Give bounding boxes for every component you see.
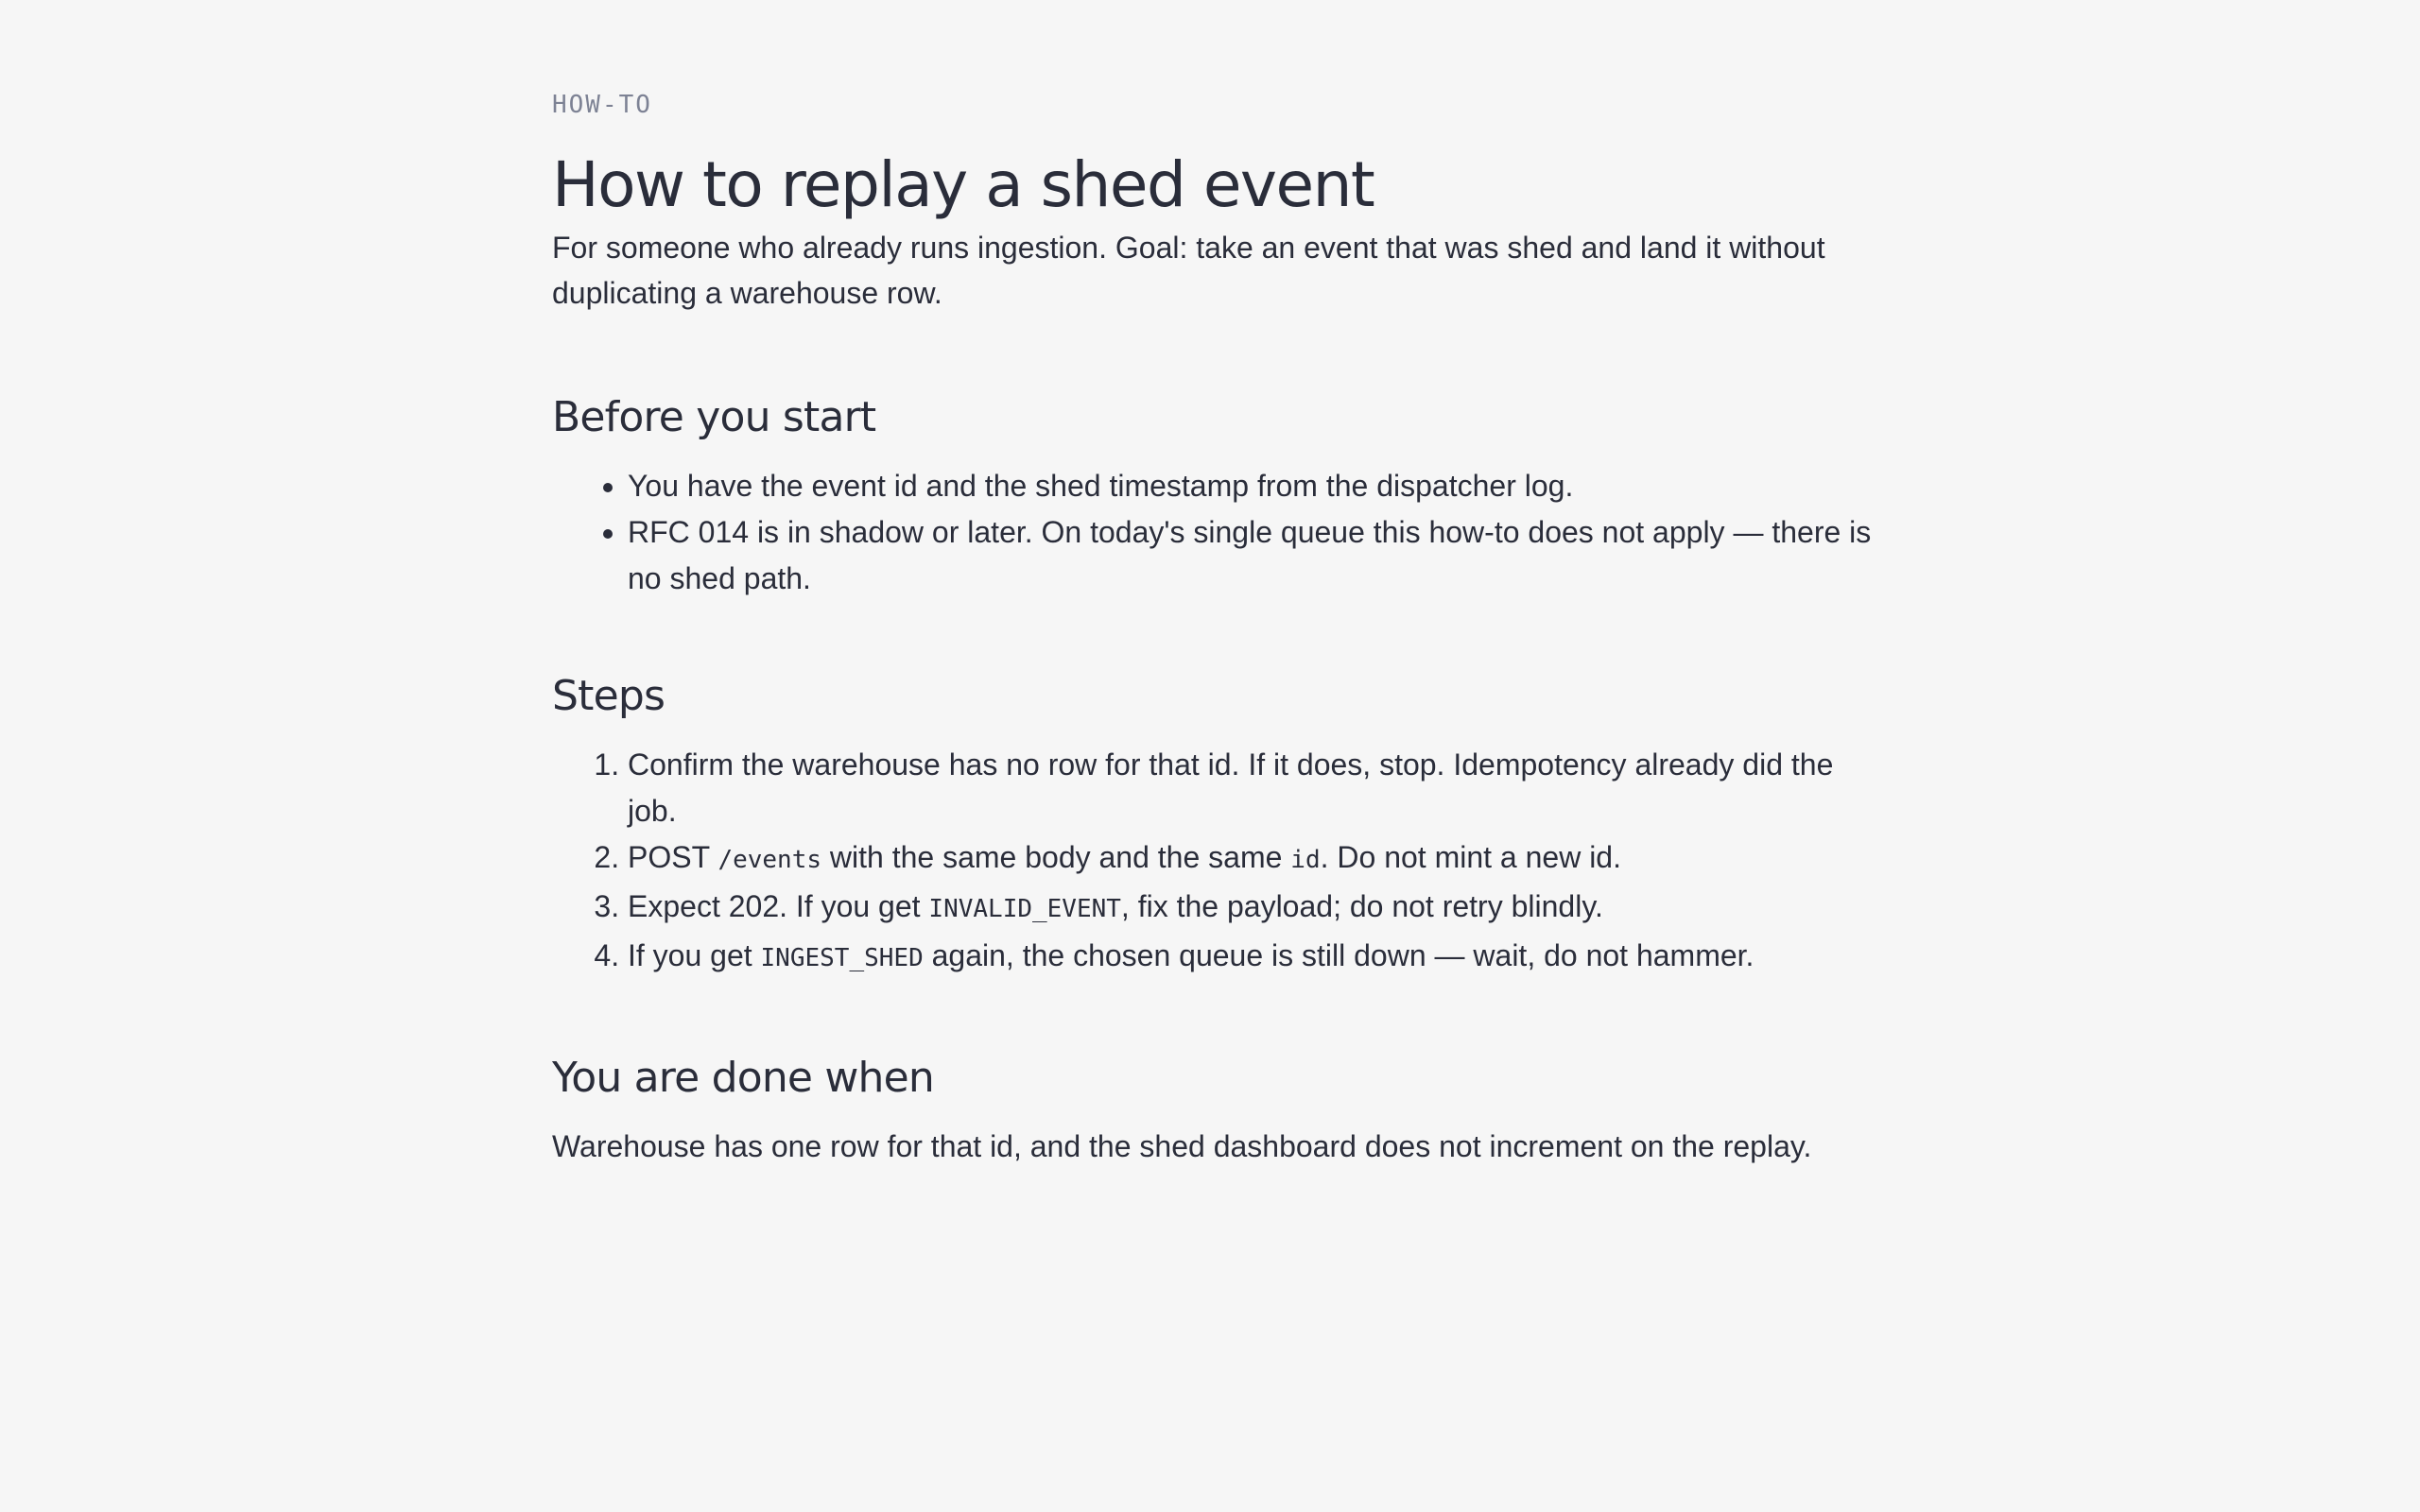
howto-page — [552, 91, 1876, 1169]
before-heading: Before you start — [552, 393, 876, 441]
list-item: • You have the event id and the shed timestamp from the dispatcher log. — [628, 463, 1876, 509]
steps-list — [552, 742, 1876, 982]
step-1: 1. Confirm the warehouse has no row for that id. If it does, stop. Idempotency already did the job. — [628, 742, 1876, 834]
invalid-event-code: INVALID_EVENT — [928, 895, 1121, 923]
list-item: • RFC 014 is in shadow or later. On today's single queue this how-to does not apply — there is no shed path. — [628, 509, 1876, 602]
step-2 — [628, 834, 1876, 884]
step-4 — [628, 933, 1876, 982]
step-4-text: again, the chosen queue is still down — wait, do not hammer. — [923, 938, 1754, 972]
eyebrow-label: HOW-TO — [552, 91, 652, 119]
steps-heading: Steps — [552, 672, 666, 720]
step-2-text: . Do not mint a new id. — [1320, 840, 1621, 874]
before-section — [552, 391, 1876, 602]
ingest-shed-code: INGEST_SHED — [760, 944, 924, 972]
before-list — [552, 463, 1876, 602]
done-section — [552, 1052, 1876, 1169]
id-code: id — [1290, 846, 1321, 874]
step-2-text: with the same body and the same — [821, 840, 1291, 874]
step-3 — [628, 884, 1876, 933]
steps-section — [552, 670, 1876, 982]
done-heading: You are done when — [552, 1054, 934, 1102]
lede-paragraph: For someone who already runs ingestion. Goal: take an event that was shed and land it without duplicating a warehouse row. — [552, 231, 1825, 310]
step-3-text: , fix the payload; do not retry blindly. — [1120, 889, 1603, 923]
step-3-text: Expect 202. If you get — [628, 889, 929, 923]
done-paragraph: Warehouse has one row for that id, and the shed dashboard does not increment on the replay. — [552, 1129, 1812, 1163]
events-endpoint-code: /events — [717, 846, 822, 874]
step-2-text: POST — [628, 840, 718, 874]
page-title: How to replay a shed event — [552, 148, 1374, 221]
step-4-text: If you get — [628, 938, 761, 972]
